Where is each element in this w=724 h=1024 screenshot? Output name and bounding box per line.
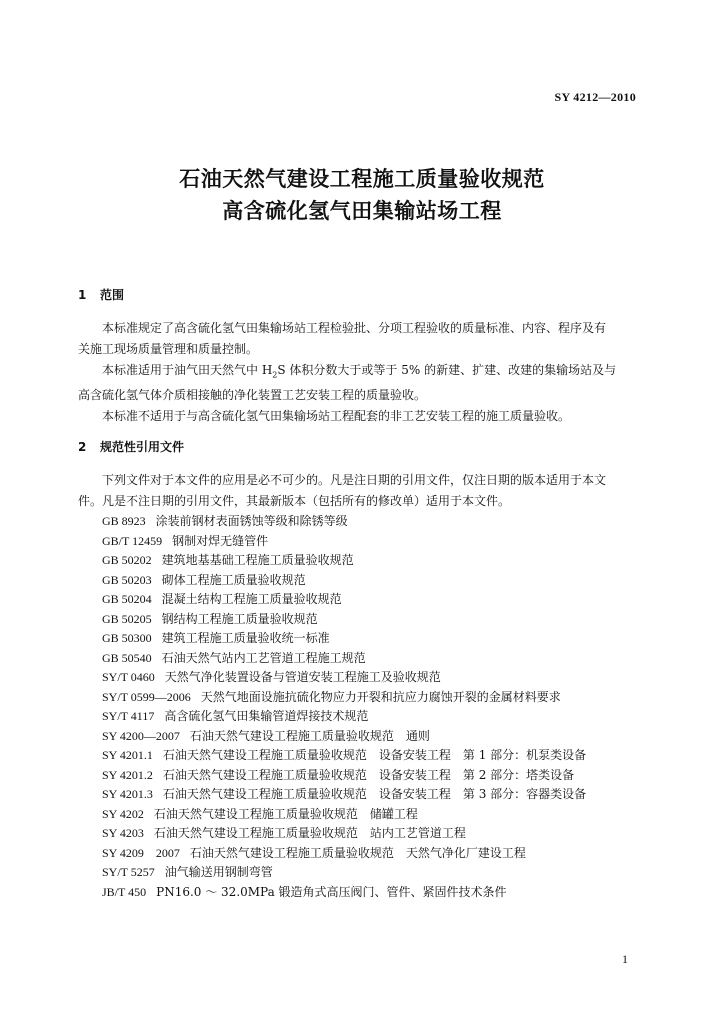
reference-item [102,863,586,883]
reference-title: 混凝土结构工程施工质量验收规范 [161,592,342,606]
reference-item [102,512,586,532]
section-1-heading [78,286,124,303]
reference-title: 石油天然气建设工程施工质量验收规范 通则 [189,728,430,743]
reference-title: 建筑地基基础工程施工质量验收规范 [161,553,354,567]
paragraph-line: 件。凡是不注日期的引用文件，其最新版本（包括所有的修改单）适用于本文件。 [78,494,511,508]
reference-title: 天然气地面设施抗硫化物应力开裂和抗应力腐蚀开裂的金属材料要求 [200,689,561,704]
reference-code: SY 4201.1 [102,748,153,762]
document-title-line-1: 石油天然气建设工程施工质量验收规范 [179,167,545,191]
reference-item [102,707,586,727]
reference-item [102,629,586,649]
paragraph-line: 关施工现场质量管理和质量控制。 [78,342,259,356]
reference-code: GB 50300 [102,631,152,645]
document-title-line-2: 高含硫化氢气田集输站场工程 [222,199,502,223]
reference-title: PN16.0 ～ 32.0MPa 锻造角式高压阀门、管件、紧固件技术条件 [156,884,507,899]
reference-item [102,844,586,864]
reference-title: 石油天然气建设工程施工质量验收规范 站内工艺管道工程 [153,826,466,840]
reference-title: 石油天然气站内工艺管道工程施工规范 [161,650,366,665]
reference-code: SY/T 0599—2006 [102,689,191,704]
reference-item [102,746,586,766]
reference-item [102,766,586,786]
paragraph-line: 高含硫化氢气体介质相接触的净化装置工艺安装工程的质量验收。 [78,388,427,403]
section-2-heading [78,438,184,455]
reference-title: 天然气净化装置设备与管道安装工程施工及验收规范 [164,670,441,684]
reference-code: SY 4203 [102,826,144,840]
paragraph-line [78,360,640,385]
reference-title: 砌体工程施工质量验收规范 [161,572,306,587]
reference-title: 油气输送用钢制弯管 [164,865,273,879]
paragraph-line: 下列文件对于本文件的应用是必不可少的。凡是注日期的引用文件，仅注日期的版本适用于本文 [102,473,607,487]
reference-title: 涂装前钢材表面锈蚀等级和除锈等级 [155,514,348,528]
reference-code: SY 4200—2007 [102,728,180,743]
reference-code: SY/T 4117 [102,709,155,723]
reference-item [102,610,586,630]
reference-title: 钢制对焊无缝管件 [172,533,269,548]
reference-code: GB 50540 [102,650,152,665]
reference-title: 石油天然气建设工程施工质量验收规范 设备安装工程 第 1 部分：机泵类设备 [162,748,587,762]
reference-code: GB 50202 [102,553,152,567]
reference-code: GB 50204 [102,592,152,606]
section-number: 1 [78,288,87,302]
reference-item [102,551,586,571]
reference-item [102,727,586,747]
section-1-body [78,318,640,427]
reference-title: 石油天然气建设工程施工质量验收规范 天然气净化厂建设工程 [189,845,526,860]
reference-item [102,883,586,903]
reference-item [102,668,586,688]
reference-title: 石油天然气建设工程施工质量验收规范 设备安装工程 第 3 部分：容器类设备 [162,787,587,801]
reference-code: SY 4209 2007 [102,845,180,860]
standard-code: SY 4212—2010 [554,90,636,104]
reference-code: SY 4202 [102,806,144,821]
reference-code: SY/T 0460 [102,670,155,684]
reference-code: GB 50205 [102,611,152,626]
reference-item [102,785,586,805]
reference-code: SY 4201.3 [102,787,153,801]
reference-item [102,824,586,844]
reference-title: 石油天然气建设工程施工质量验收规范 储罐工程 [153,806,418,821]
paragraph-line: 本标准不适用于与高含硫化氢气田集输场站工程配套的非工艺安装工程的施工质量验收。 [102,409,571,424]
text-run: 本标准适用于油气田天然气中 H [102,363,273,377]
reference-code: GB/T 12459 [102,533,163,548]
reference-code: GB 50203 [102,572,152,587]
reference-item [102,688,586,708]
paragraph-line: 本标准规定了高含硫化氢气田集输场站工程检验批、分项工程验收的质量标准、内容、程序及有 [102,321,607,335]
section-title: 规范性引用文件 [100,440,185,454]
section-title: 范围 [100,288,125,302]
page-number: 1 [622,952,628,966]
reference-title: 石油天然气建设工程施工质量验收规范 设备安装工程 第 2 部分：塔类设备 [162,767,575,782]
reference-code: GB 8923 [102,514,146,528]
subscript: 2 [272,370,278,380]
section-number: 2 [78,440,87,454]
reference-title: 钢结构工程施工质量验收规范 [161,611,318,626]
reference-item [102,590,586,610]
reference-item [102,805,586,825]
reference-item [102,571,586,591]
reference-list [102,512,586,902]
section-2-intro [78,470,640,512]
reference-item [102,649,586,669]
reference-title: 高含硫化氢气田集输管道焊接技术规范 [164,709,369,723]
reference-code: SY 4201.2 [102,767,153,782]
text-run: S 体积分数大于或等于 5% 的新建、扩建、改建的集输场站及与 [277,363,617,377]
reference-code: SY/T 5257 [102,865,155,879]
reference-code: JB/T 450 [102,884,147,899]
reference-title: 建筑工程施工质量验收统一标准 [161,631,330,645]
reference-item [102,532,586,552]
